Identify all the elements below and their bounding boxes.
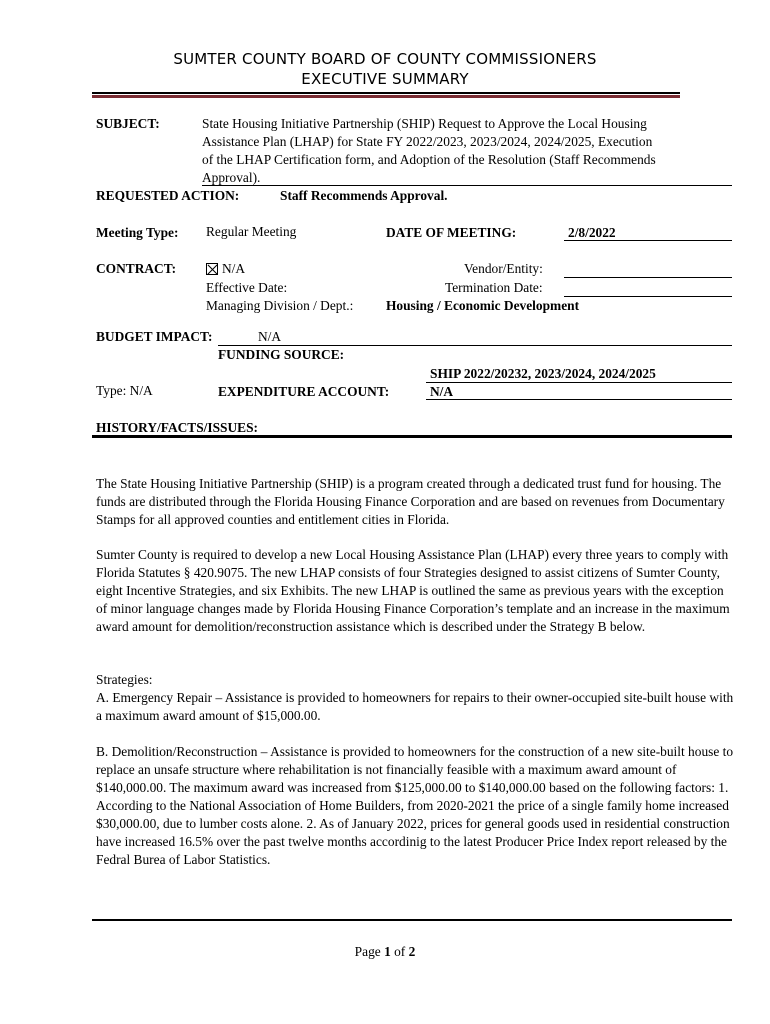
subject-line-3: of the LHAP Certification form, and Adoption of the Resolution (Staff Recommends	[202, 152, 656, 167]
strategies-label: Strategies:	[96, 672, 153, 687]
vendor-underline	[564, 277, 732, 278]
funding-source-value: SHIP 2022/20232, 2023/2024, 2024/2025	[430, 366, 656, 381]
meeting-date-underline	[564, 240, 732, 241]
division-label: Managing Division / Dept.:	[206, 298, 354, 313]
type-label: Type: N/A	[96, 383, 153, 398]
strategy-b-block	[96, 743, 736, 869]
meeting-date-value: 2/8/2022	[568, 225, 616, 240]
page-number	[0, 944, 770, 960]
vendor-label: Vendor/Entity:	[464, 261, 543, 276]
history-text-1: The State Housing Initiative Partnership (SHIP) is a program created through a dedicated trust fund for housing. The funds are distributed through the Florida Housing Finance Corporation and are based on revenues from Documentary Stamps for all approved counties and entitlement cities in Florida.	[96, 476, 725, 527]
history-rule	[92, 435, 732, 438]
checked-box-icon	[206, 263, 218, 275]
expenditure-account-value: N/A	[430, 384, 454, 399]
requested-action-value: Staff Recommends Approval.	[280, 188, 448, 203]
header-rule-maroon	[92, 95, 680, 98]
strategy-b-text: B. Demolition/Reconstruction – Assistance is provided to homeowners for the construction of a new site-built house to replace an unsafe structure where rehabilitation is not financially feasible with a maximum award amount of $140,000.00. The maximum award was increased from $125,000.00 to $140,000.00 based on the following factors: 1. According to the National Association of Home Builders, from 2020-2021 the price of a single family home increased $30,000.00, due to lumber costs alone. 2. As of January 2022, prices for general goods used in residential construction have increased 16.5% over the past twelve months accordinig to the latest Producer Price Index report released by the Fedral Burea of Labor Statistics.	[96, 744, 734, 867]
page-current: 1	[384, 944, 391, 959]
history-label: HISTORY/FACTS/ISSUES:	[96, 420, 259, 435]
history-text-2: Sumter County is required to develop a new Local Housing Assistance Plan (LHAP) every three years to comply with Florida Statutes § 420.9075. The new LHAP consists of four Strategies designed to assist citizens of Sumter County, eight Incentive Strategies, and six Exhibits. The new LHAP is outlined the same as previous years with the exception of minor language changes made by Florida Housing Finance Corporation’s template and an increase in the maximum award amount for demolition/reconstruction assistance which is described under the Strategy B below.	[96, 547, 730, 634]
meeting-type-value: Regular Meeting	[206, 224, 297, 239]
budget-impact-label: BUDGET IMPACT:	[96, 329, 213, 344]
history-paragraph-1	[96, 475, 736, 529]
header-rule-black	[92, 92, 680, 94]
footer-rule	[92, 919, 732, 921]
contract-na-label: N/A	[222, 261, 246, 276]
expenditure-underline	[426, 399, 732, 400]
budget-impact-underline	[218, 345, 732, 346]
page-total: 2	[408, 944, 416, 959]
strategies-block	[96, 671, 736, 725]
history-paragraph-2	[96, 546, 736, 636]
division-value: Housing / Economic Development	[386, 298, 580, 313]
subject-label: SUBJECT:	[96, 116, 160, 131]
funding-source-label: FUNDING SOURCE:	[218, 347, 345, 362]
subject-line-4: Approval).	[202, 170, 261, 185]
document-title: SUMTER COUNTY BOARD OF COUNTY COMMISSIONERS	[173, 50, 597, 68]
contract-label: CONTRACT:	[96, 261, 177, 276]
page-prefix: Page	[354, 944, 385, 959]
expenditure-account-label: EXPENDITURE ACCOUNT:	[218, 384, 390, 399]
meeting-date-label: DATE OF MEETING:	[386, 225, 517, 240]
budget-impact-value: N/A	[258, 329, 282, 344]
contract-na-checkbox	[206, 261, 245, 277]
meeting-type-label: Meeting Type:	[96, 225, 179, 240]
page-of: of	[390, 944, 409, 959]
subject-line-1: State Housing Initiative Partnership (SHIP) Request to Approve the Local Housing	[202, 116, 647, 131]
requested-action-label: REQUESTED ACTION:	[96, 188, 240, 203]
termination-underline	[564, 296, 732, 297]
funding-underline	[426, 382, 732, 383]
document-subtitle: EXECUTIVE SUMMARY	[301, 70, 469, 88]
subject-underline	[202, 185, 732, 186]
effective-date-label: Effective Date:	[206, 280, 288, 295]
termination-date-label: Termination Date:	[445, 280, 543, 295]
subject-line-2: Assistance Plan (LHAP) for State FY 2022/2023, 2023/2024, 2024/2025, Execution	[202, 134, 653, 149]
strategy-a-text: A. Emergency Repair – Assistance is provided to homeowners for repairs to their owner-occupied site-built house with a maximum award amount of $15,000.00.	[96, 690, 734, 723]
